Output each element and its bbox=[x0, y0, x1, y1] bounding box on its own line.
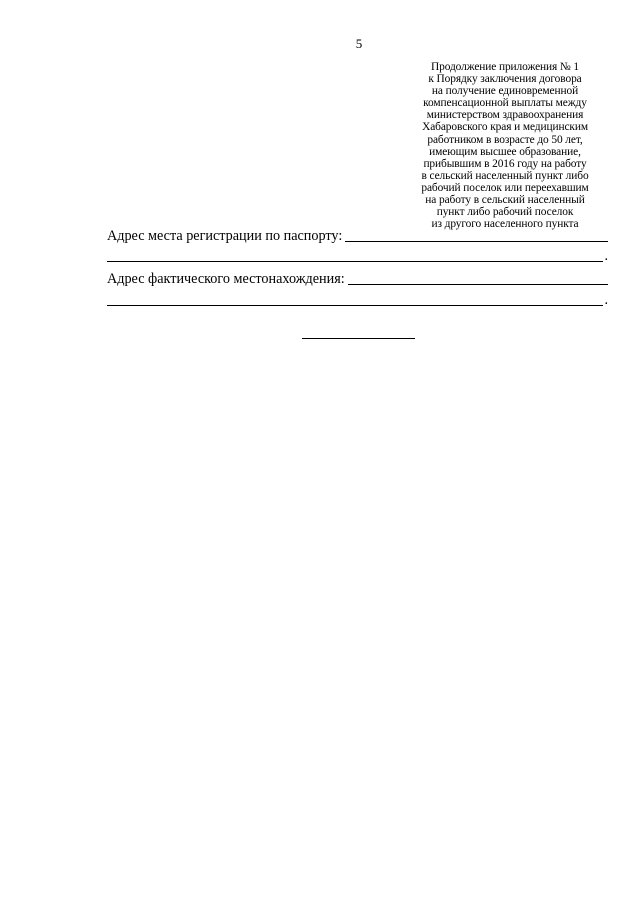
appendix-header-line: из другого населенного пункта bbox=[431, 218, 579, 231]
line-end-mark: . bbox=[604, 292, 608, 308]
appendix-header-line: пункт либо рабочий поселок bbox=[436, 206, 574, 219]
appendix-header-line: работником в возрасте до 50 лет, bbox=[427, 133, 583, 146]
registration-address-row bbox=[107, 227, 608, 244]
appendix-header-line: в сельский населенный пункт либо bbox=[421, 169, 589, 182]
registration-address-field[interactable] bbox=[345, 227, 608, 242]
line-end-mark: . bbox=[604, 248, 608, 264]
appendix-header-line: Продолжение приложения № 1 bbox=[430, 61, 580, 73]
appendix-header-line: имеющим высшее образование, bbox=[429, 145, 581, 158]
actual-address-continuation-row bbox=[107, 291, 608, 308]
registration-address-continuation-field[interactable] bbox=[107, 247, 603, 262]
appendix-header-line: на получение единовременной bbox=[431, 85, 579, 98]
actual-address-continuation-field[interactable] bbox=[107, 291, 603, 306]
appendix-header bbox=[402, 61, 608, 230]
page-number: 5 bbox=[355, 36, 363, 51]
actual-address-field[interactable] bbox=[348, 270, 608, 285]
appendix-header-line: компенсационной выплаты между bbox=[423, 97, 587, 110]
document-end-divider bbox=[302, 338, 415, 339]
actual-address-label: Адрес фактического местонахождения: bbox=[107, 271, 345, 287]
registration-address-label: Адрес места регистрации по паспорту: bbox=[107, 228, 343, 244]
appendix-header-line: на работу в сельский населенный bbox=[425, 194, 585, 207]
appendix-header-line: рабочий поселок или переехавшим bbox=[421, 181, 589, 194]
actual-address-row bbox=[107, 270, 608, 287]
appendix-header-line: министерством здравоохранения bbox=[426, 109, 584, 122]
appendix-header-line: Хабаровского края и медицинским bbox=[422, 121, 588, 134]
appendix-header-line: прибывшим в 2016 году на работу bbox=[423, 157, 587, 170]
appendix-header-line: к Порядку заключения договора bbox=[428, 73, 582, 86]
registration-address-continuation-row bbox=[107, 247, 608, 264]
